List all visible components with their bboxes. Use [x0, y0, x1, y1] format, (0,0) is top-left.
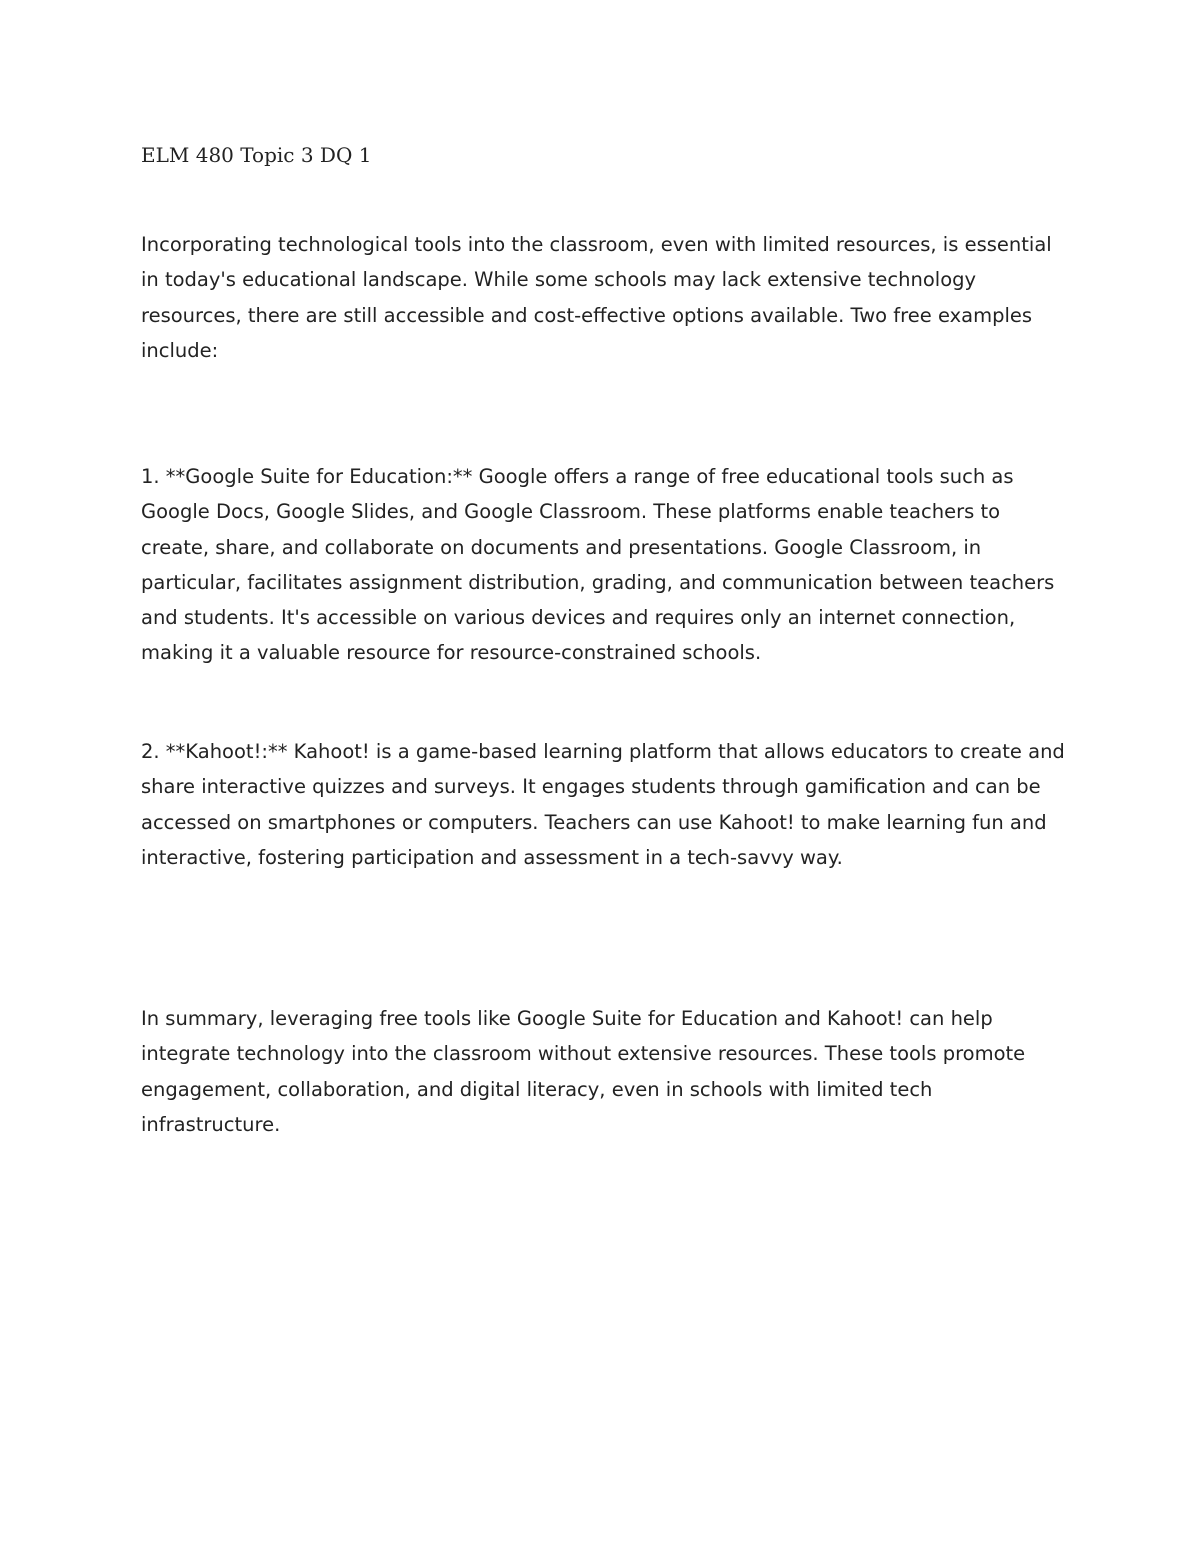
summary-paragraph: In summary, leveraging free tools like Google Suite for Education and Kahoot! can help integrate technology into the classroom without extensive resources. These tools promote engagement, collaboration, and digital literacy, even in schools with limited tech infrastructure.: [141, 1007, 1026, 1136]
list-item-google-suite: 1. **Google Suite for Education:** Google offers a range of free educational tools such as Google Docs, Google Slides, and Google Classroom. These platforms enable teachers to create, share, and collaborate on documents and presentations. Google Classroom, in particular, facilitates assignment distribution, grading, and communication between teachers and students. It's accessible on various devices and requires only an internet connection, making it a valuable resource for resource-constrained schools.: [141, 465, 1055, 665]
document-title: ELM 480 Topic 3 DQ 1: [141, 143, 372, 167]
intro-paragraph: Incorporating technological tools into the classroom, even with limited resources, is essential in today's educational landscape. While some schools may lack extensive technology resources, there are still accessible and cost-effective options available. Two free examples include:: [141, 233, 1052, 362]
list-item-kahoot: 2. **Kahoot!:** Kahoot! is a game-based learning platform that allows educators to create and share interactive quizzes and surveys. It engages students through gamification and can be accessed on smartphones or computers. Teachers can use Kahoot! to make learning fun and interactive, fostering participation and assessment in a tech-savvy way.: [141, 740, 1065, 869]
